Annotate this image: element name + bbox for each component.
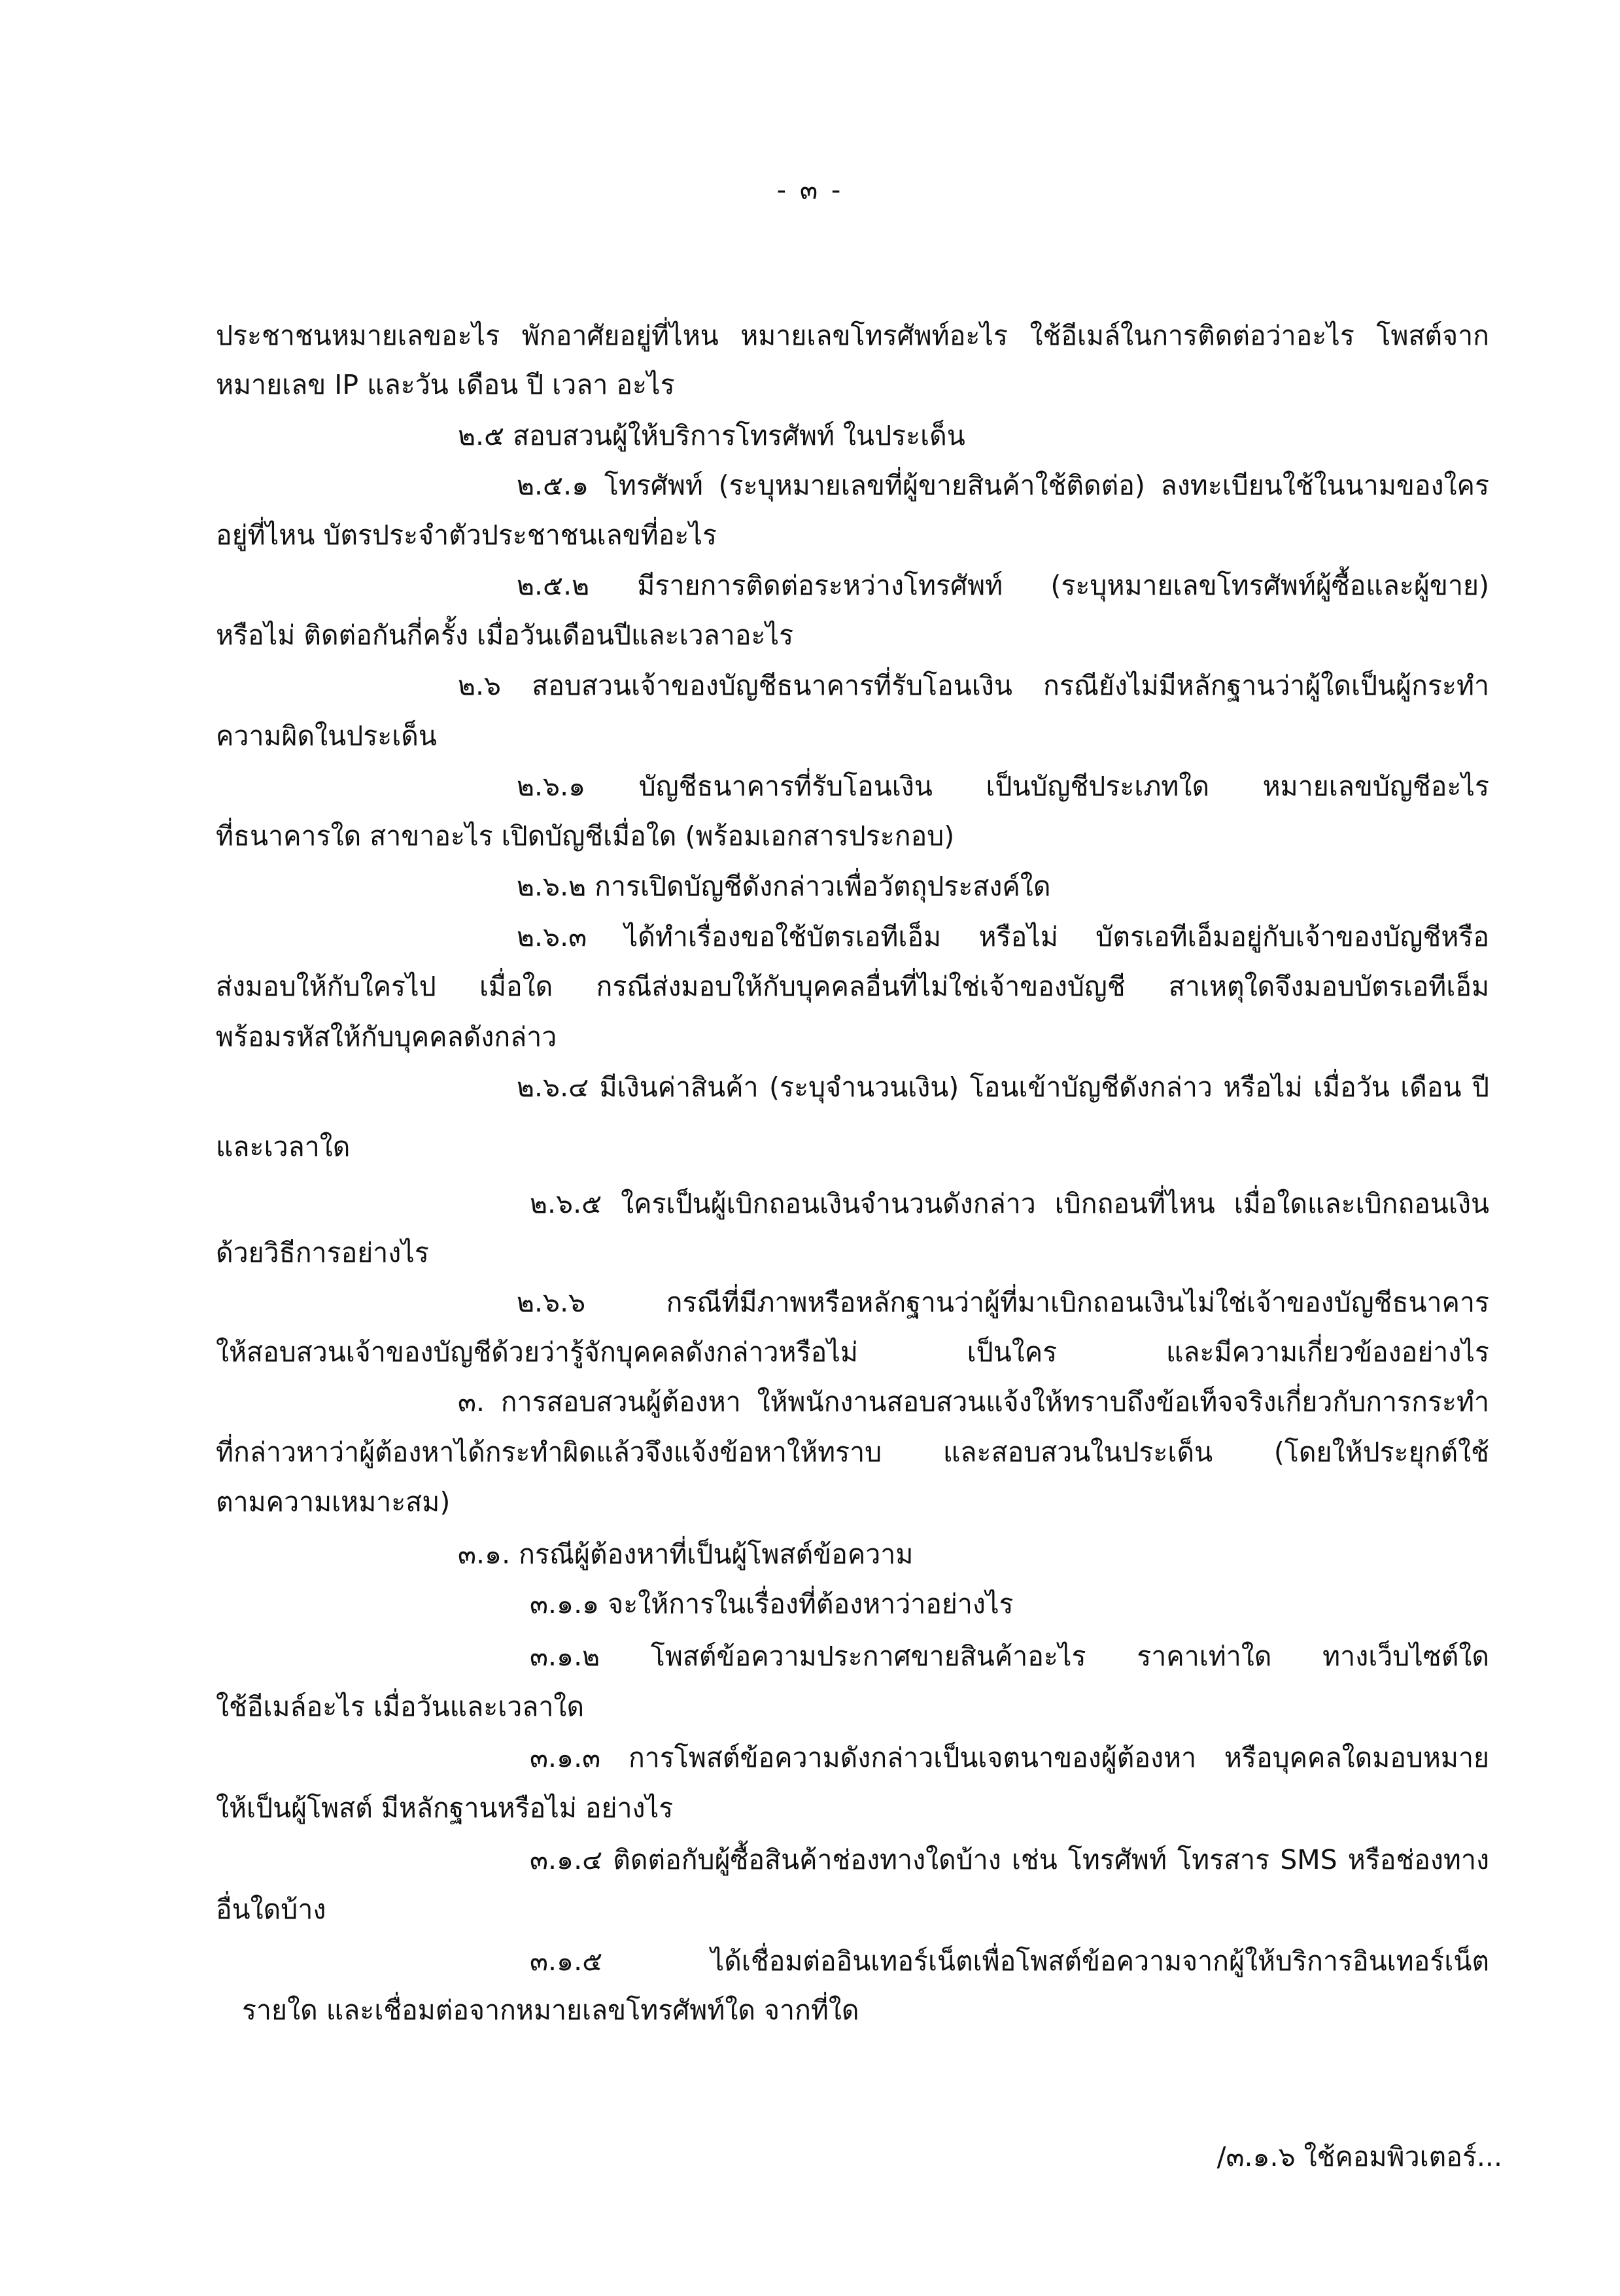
- text-line: ใช้อีเมล์อะไร เมื่อวันและเวลาใด: [216, 1691, 585, 1722]
- text-line: ๒.๖.๓ ได้ทำเรื่องขอใช้บัตรเอทีเอ็ม หรือไม่ บัตรเอทีเอ็มอยู่กับเจ้าของบัญชีหรือ: [517, 921, 1489, 952]
- text-line: ที่ธนาคารใด สาขาอะไร เปิดบัญชีเมื่อใด (พร้อมเอกสารประกอบ): [216, 820, 955, 852]
- text-line: ๒.๖.๖ กรณีที่มีภาพหรือหลักฐานว่าผู้ที่มาเบิกถอนเงินไม่ใช่เจ้าของบัญชีธนาคาร: [517, 1287, 1489, 1318]
- text-line: ๓.๑.๑ จะให้การในเรื่องที่ต้องหาว่าอย่างไร: [530, 1588, 1014, 1620]
- text-line: ๒.๖.๒ การเปิดบัญชีดังกล่าวเพื่อวัตถุประสงค์ใด: [517, 871, 1051, 902]
- text-line: ให้เป็นผู้โพสต์ มีหลักฐานหรือไม่ อย่างไร: [216, 1792, 674, 1824]
- section-heading: ๒.๖ สอบสวนเจ้าของบัญชีธนาคารที่รับโอนเงิน กรณียังไม่มีหลักฐานว่าผู้ใดเป็นผู้กระทำ: [458, 670, 1489, 701]
- text-line: ให้สอบสวนเจ้าของบัญชีด้วยว่ารู้จักบุคคลดังกล่าวหรือไม่ เป็นใคร และมีความเกี่ยวข้องอย่างไร: [216, 1336, 1489, 1368]
- text-line: ความผิดในประเด็น: [216, 720, 437, 752]
- text-line: ประชาชนหมายเลขอะไร พักอาศัยอยู่ที่ไหน หมายเลขโทรศัพท์อะไร ใช้อีเมล์ในการติดต่อว่าอะไร โพสต์จาก: [216, 320, 1489, 351]
- text-line: ๒.๕.๑ โทรศัพท์ (ระบุหมายเลขที่ผู้ขายสินค้าใช้ติดต่อ) ลงทะเบียนใช้ในนามของใคร: [517, 470, 1489, 501]
- text-line: อื่นใดบ้าง: [216, 1894, 326, 1925]
- text-line: ๒.๖.๑ บัญชีธนาคารที่รับโอนเงิน เป็นบัญชีประเภทใด หมายเลขบัญชีอะไร: [517, 771, 1489, 802]
- section-heading: ๓. การสอบสวนผู้ต้องหา ให้พนักงานสอบสวนแจ้งให้ทราบถึงข้อเท็จจริงเกี่ยวกับการกระทำ: [458, 1386, 1489, 1418]
- text-line: ๓.๑.๕ ได้เชื่อมต่ออินเทอร์เน็ตเพื่อโพสต์ข้อความจากผู้ให้บริการอินเทอร์เน็ต: [530, 1945, 1489, 1977]
- text-line: รายใด และเชื่อมต่อจากหมายเลขโทรศัพท์ใด จากที่ใด: [242, 1994, 859, 2026]
- page-number: - ๓ -: [776, 175, 844, 205]
- footer-continuation: /๓.๑.๖ ใช้คอมพิวเตอร์...: [1216, 2141, 1502, 2172]
- text-line: และเวลาใด: [216, 1131, 351, 1162]
- section-heading: ๒.๕ สอบสวนผู้ให้บริการโทรศัพท์ ในประเด็น: [458, 420, 965, 451]
- text-line: อยู่ที่ไหน บัตรประจำตัวประชาชนเลขที่อะไร: [216, 519, 717, 551]
- section-heading: ๓.๑. กรณีผู้ต้องหาที่เป็นผู้โพสต์ข้อความ: [458, 1539, 914, 1570]
- text-line: ส่งมอบให้กับใครไป เมื่อใด กรณีส่งมอบให้กับบุคคลอื่นที่ไม่ใช่เจ้าของบัญชี สาเหตุใดจึงมอบบัตรเอทีเอ็ม: [216, 971, 1489, 1002]
- text-line: พร้อมรหัสให้กับบุคคลดังกล่าว: [216, 1021, 557, 1052]
- text-line: หมายเลข IP และวัน เดือน ปี เวลา อะไร: [216, 369, 675, 400]
- text-line: ที่กล่าวหาว่าผู้ต้องหาได้กระทำผิดแล้วจึงแจ้งข้อหาให้ทราบ และสอบสวนในประเด็น (โดยให้ประยุกต์ใช้: [216, 1436, 1489, 1468]
- text-line: ๓.๑.๔ ติดต่อกับผู้ซื้อสินค้าช่องทางใดบ้าง เช่น โทรศัพท์ โทรสาร SMS หรือช่องทาง: [530, 1844, 1489, 1875]
- text-line: ๒.๖.๕ ใครเป็นผู้เบิกถอนเงินจำนวนดังกล่าว เบิกถอนที่ไหน เมื่อใดและเบิกถอนเงิน: [530, 1188, 1489, 1219]
- text-line: ๒.๖.๔ มีเงินค่าสินค้า (ระบุจำนวนเงิน) โอนเข้าบัญชีดังกล่าว หรือไม่ เมื่อวัน เดือน ปี: [517, 1071, 1489, 1103]
- text-line: ด้วยวิธีการอย่างไร: [216, 1237, 429, 1268]
- text-line: ตามความเหมาะสม): [216, 1486, 451, 1518]
- text-line: ๓.๑.๓ การโพสต์ข้อความดังกล่าวเป็นเจตนาของผู้ต้องหา หรือบุคคลใดมอบหมาย: [530, 1742, 1489, 1773]
- text-line: ๓.๑.๒ โพสต์ข้อความประกาศขายสินค้าอะไร ราคาเท่าใด ทางเว็บไซต์ใด: [530, 1641, 1489, 1672]
- text-line: หรือไม่ ติดต่อกันกี่ครั้ง เมื่อวันเดือนปีและเวลาอะไร: [216, 619, 794, 651]
- text-line: ๒.๕.๒ มีรายการติดต่อระหว่างโทรศัพท์ (ระบุหมายเลขโทรศัพท์ผู้ซื้อและผู้ขาย): [517, 570, 1489, 601]
